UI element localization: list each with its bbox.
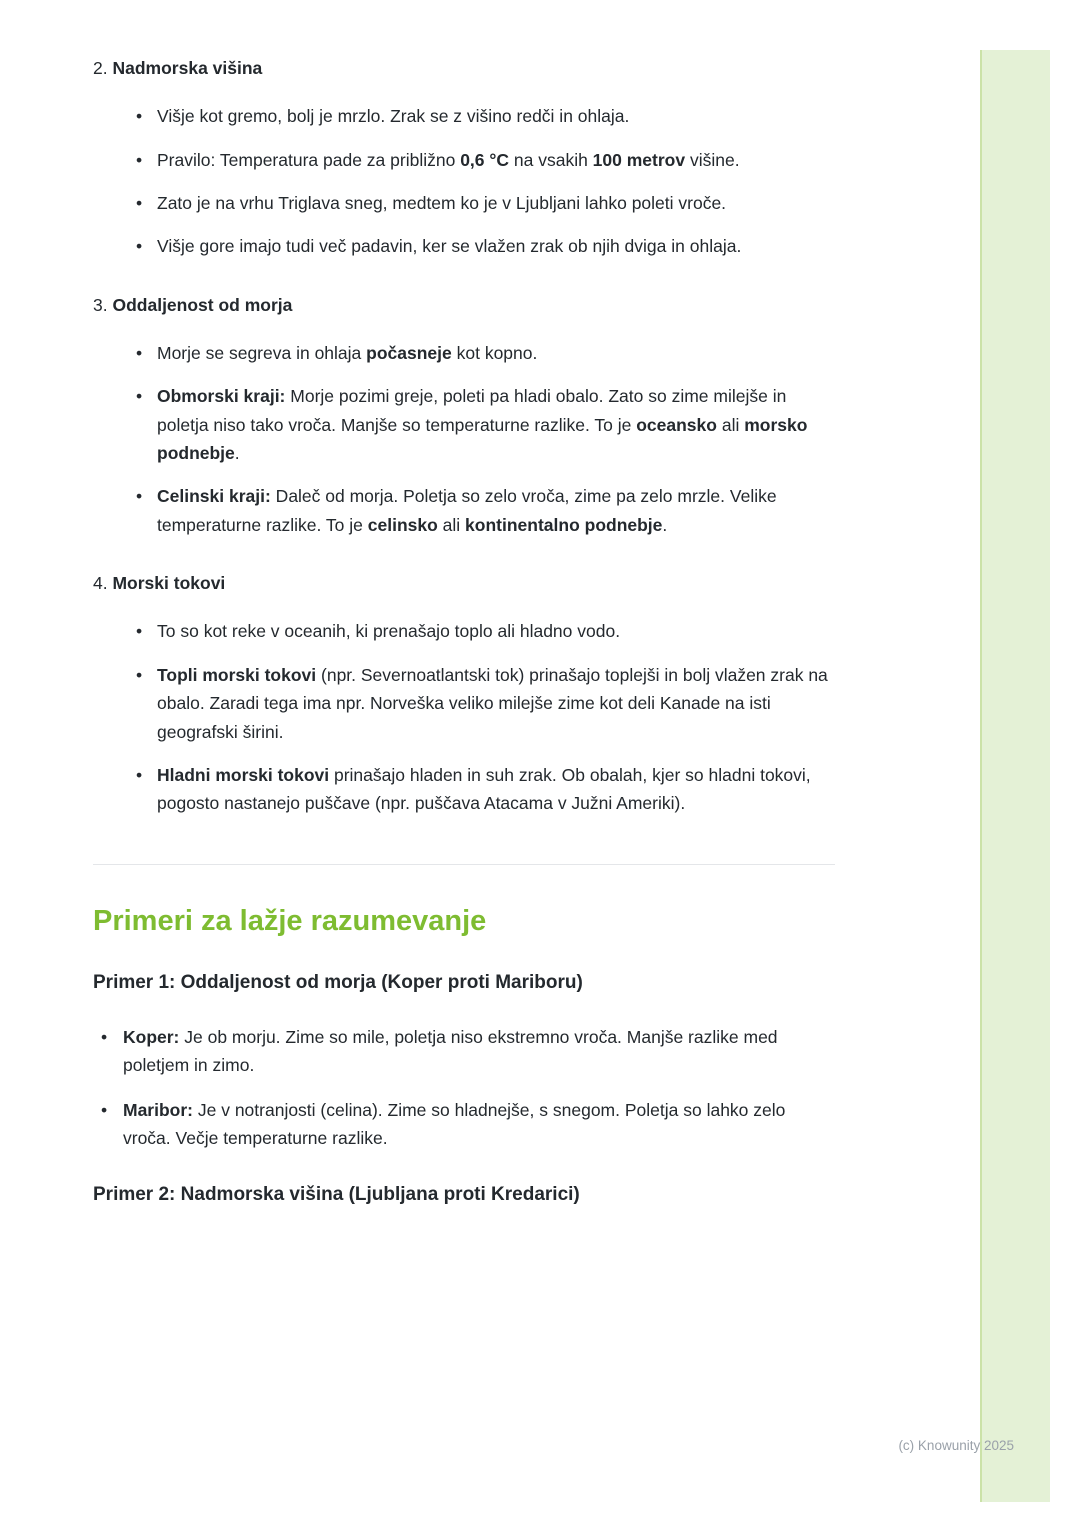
list-item: • Pravilo: Temperatura pade za približno 0,6 °C na vsakih 100 metrov višine.	[157, 146, 835, 174]
section-title: Nadmorska višina	[112, 58, 263, 78]
section-number: 3.	[93, 294, 108, 315]
section-number: 2.	[93, 58, 108, 78]
section-title: Oddaljenost od morja	[112, 294, 293, 315]
section-divider	[93, 864, 835, 865]
example-2-title: Primer 2: Nadmorska višina (Ljubljana proti Kredarici)	[93, 1184, 580, 1206]
section-heading	[93, 54, 835, 82]
example-1-bullet-list	[93, 1023, 835, 1152]
list-item: • Hladni morski tokovi prinašajo hladen in suh zrak. Ob obalah, kjer so hladni tokovi, pogosto nastanejo puščave (npr. puščava Atacama v Južni Ameriki).	[157, 761, 835, 818]
list-item: • Zato je na vrhu Triglava sneg, medtem ko je v Ljubljani lahko poleti vroče.	[157, 189, 835, 217]
list-item: • Višje gore imajo tudi več padavin, ker se vlažen zrak ob njih dviga in ohlaja.	[157, 232, 835, 260]
page-margin-accent-bar	[980, 50, 1050, 1502]
list-item: • Obmorski kraji: Morje pozimi greje, poleti pa hladi obalo. Zato so zime milejše in poletja niso tako vroča. Manjše so temperaturne razlike. To je oceansko ali morsko podnebje.	[157, 382, 835, 467]
bullet-list	[93, 617, 835, 817]
section-heading	[93, 569, 835, 597]
footer-credit: (c) Knowunity 2025	[898, 1438, 1014, 1453]
list-item: • To so kot reke v oceanih, ki prenašajo toplo ali hladno vodo.	[157, 617, 835, 645]
section-nadmorska-visina	[93, 54, 835, 261]
list-item: • Višje kot gremo, bolj je mrzlo. Zrak se z višino redči in ohlaja.	[157, 102, 835, 130]
section-title: Morski tokovi	[112, 573, 226, 594]
list-item: • Maribor: Je v notranjosti (celina). Zime so hladnejše, s snegom. Poletja so lahko zelo vroča. Večje temperaturne razlike.	[123, 1096, 835, 1153]
document-body	[93, 0, 835, 1209]
section-heading	[93, 291, 835, 319]
example-1-title: Primer 1: Oddaljenost od morja (Koper proti Mariboru)	[93, 972, 583, 994]
section-number: 4.	[93, 573, 108, 594]
list-item: • Celinski kraji: Daleč od morja. Poletja so zelo vroča, zime pa zelo mrzle. Velike temperaturne razlike. To je celinsko ali kontinentalno podnebje.	[157, 482, 835, 539]
list-item: • Morje se segreva in ohlaja počasneje kot kopno.	[157, 339, 835, 367]
section-oddaljenost-od-morja	[93, 291, 835, 539]
bullet-list	[93, 102, 835, 260]
list-item: • Topli morski tokovi (npr. Severnoatlantski tok) prinašajo toplejši in bolj vlažen zrak na obalo. Zaradi tega ima npr. Norveška veliko milejše zime kot deli Kanade na isti geografski širini.	[157, 661, 835, 746]
examples-heading: Primeri za lažje razumevanje	[93, 904, 487, 937]
list-item: • Koper: Je ob morju. Zime so mile, poletja niso ekstremno vroča. Manjše razlike med poletjem in zimo.	[123, 1023, 835, 1080]
bullet-list	[93, 339, 835, 539]
section-morski-tokovi	[93, 569, 835, 817]
